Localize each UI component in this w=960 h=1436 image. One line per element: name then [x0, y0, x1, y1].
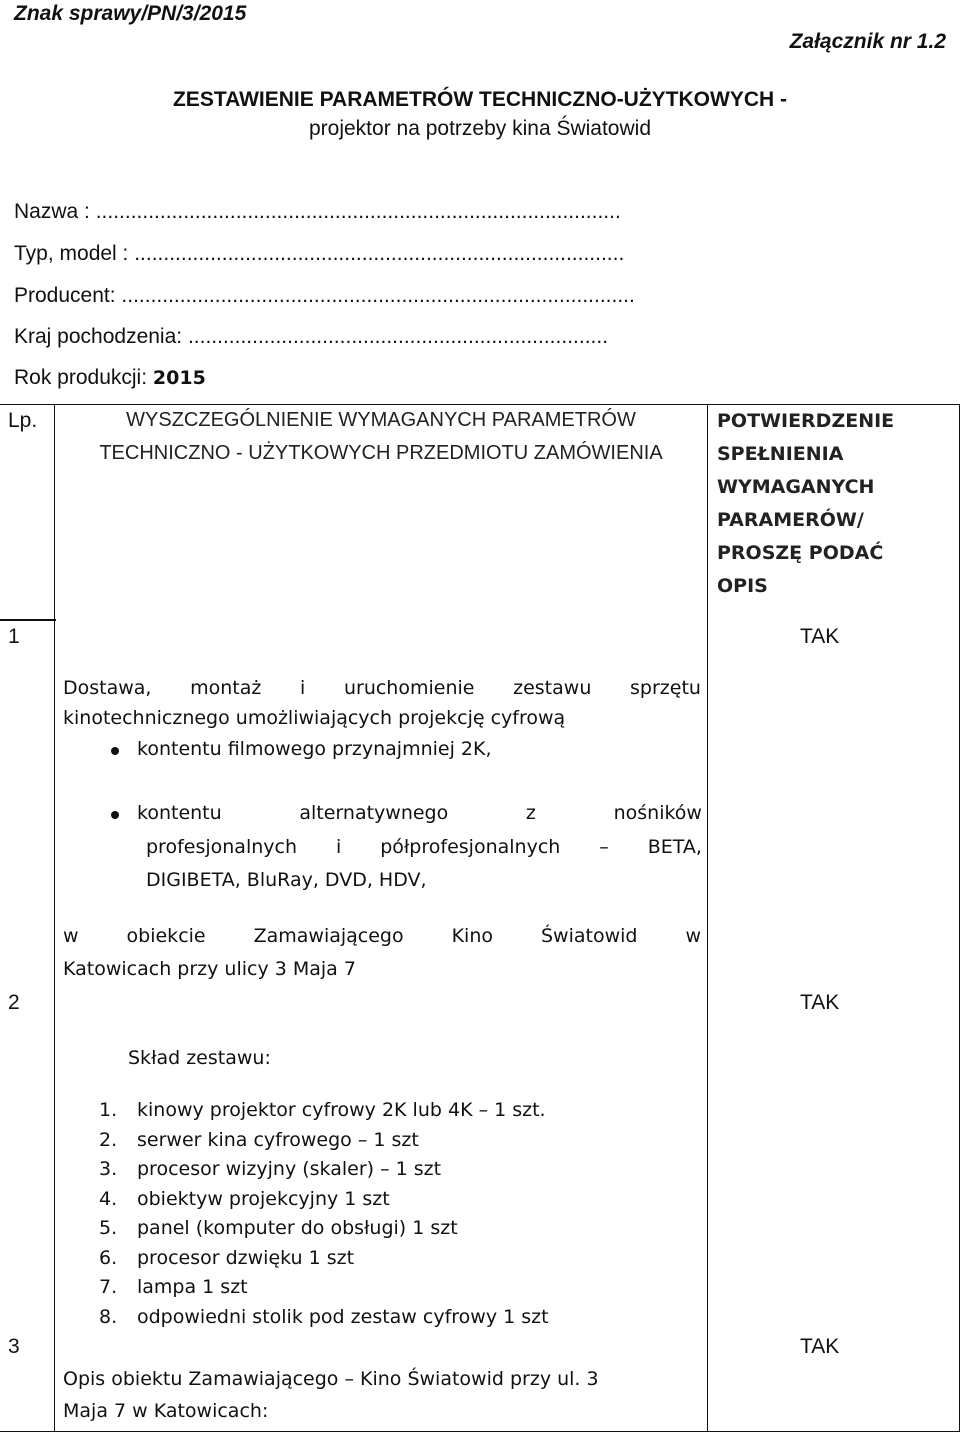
bullet-icon	[111, 811, 119, 819]
word: Dostawa,	[63, 677, 152, 699]
list-item	[99, 1185, 549, 1215]
word: Światowid	[540, 925, 638, 947]
row-3-confirmation: TAK	[800, 1335, 840, 1358]
word: zestawu	[513, 677, 592, 699]
origin-field: Kraj pochodzenia: ........................................................................	[14, 325, 609, 348]
column-divider-confirm	[707, 404, 708, 1432]
name-field: Nazwa : ..........................................................................................	[14, 200, 621, 223]
word: półprofesjonalnych	[380, 836, 561, 858]
row-3-lp: 3	[8, 1335, 20, 1358]
list-number: 2.	[99, 1128, 118, 1151]
row-1-lp: 1	[8, 625, 20, 648]
word: sprzętu	[630, 677, 701, 699]
list-item-text: obiektyw projekcyjny 1 szt	[137, 1187, 390, 1210]
list-item	[99, 1096, 549, 1126]
list-number: 1.	[99, 1099, 118, 1121]
word: uruchomienie	[343, 677, 475, 699]
header-lp: Lp.	[8, 409, 38, 432]
word: BETA,	[647, 836, 702, 858]
bullet-icon	[111, 747, 119, 755]
component-list	[99, 1096, 549, 1332]
row-1-location-line2: Katowicach przy ulicy 3 Maja 7	[63, 958, 356, 980]
word: nośników	[613, 802, 702, 824]
list-item	[99, 1244, 549, 1274]
list-number: 5.	[99, 1217, 118, 1239]
header-confirmation-line: PROSZĘ PODAĆ	[717, 542, 884, 564]
word: z	[525, 802, 536, 824]
header-confirmation-line: SPEŁNIENIA	[717, 443, 844, 465]
word: i	[335, 836, 342, 858]
word: alternatywnego	[299, 802, 449, 824]
production-year-label: Rok produkcji:	[14, 366, 148, 389]
list-item-text: procesor wizyjny (skaler) – 1 szt	[137, 1158, 442, 1180]
list-number: 3.	[99, 1158, 118, 1180]
row-1-intro-line1	[63, 674, 701, 704]
type-model-field: Typ, model : ....................................................................................	[14, 242, 625, 265]
header-confirmation-line: WYMAGANYCH	[717, 476, 875, 498]
row-1-bullet-2-line1	[137, 799, 702, 829]
row-1-intro-line2: kinotechnicznego umożliwiających projekcję cyfrową	[63, 707, 566, 729]
row-1-bullet-2-line2	[146, 833, 702, 863]
row-3-description-line2: Maja 7 w Katowicach:	[63, 1400, 269, 1422]
list-number: 8.	[99, 1305, 118, 1328]
word: –	[599, 836, 609, 858]
list-item	[99, 1155, 549, 1185]
list-item-text: procesor dzwięku 1 szt	[137, 1246, 355, 1269]
word: i	[300, 677, 306, 699]
case-reference: Znak sprawy/PN/3/2015	[14, 2, 247, 25]
word: w	[685, 925, 701, 947]
row-1-location-line1	[63, 922, 701, 952]
list-number: 7.	[99, 1276, 118, 1298]
production-year-field	[14, 366, 206, 390]
list-item-text: odpowiedni stolik pod zestaw cyfrowy 1 szt	[137, 1305, 549, 1328]
list-item	[99, 1214, 549, 1244]
list-item	[99, 1273, 549, 1303]
header-row-divider	[0, 619, 56, 621]
list-number: 6.	[99, 1246, 118, 1269]
producer-field: Producent: ........................................................................................	[14, 284, 635, 307]
word: Kino	[451, 925, 493, 947]
row-2-lp: 2	[8, 991, 20, 1014]
word: profesjonalnych	[146, 836, 297, 858]
document-title: ZESTAWIENIE PARAMETRÓW TECHNICZNO-UŻYTKOWYCH -	[172, 88, 787, 111]
list-item-text: panel (komputer do obsługi) 1 szt	[137, 1217, 458, 1239]
row-2-set-label: Skład zestawu:	[128, 1047, 271, 1069]
column-divider-lp	[54, 404, 55, 1432]
list-item	[99, 1303, 549, 1333]
header-confirmation-line: PARAMERÓW/	[717, 509, 864, 531]
header-specification	[56, 408, 706, 466]
production-year-value: 2015	[152, 367, 206, 389]
word: w	[63, 925, 79, 947]
word: kontentu	[137, 802, 222, 824]
row-1-bullet-1: kontentu filmowego przynajmniej 2K,	[137, 738, 492, 760]
header-confirmation	[717, 405, 894, 603]
header-specification-line1: WYSZCZEGÓLNIENIE WYMAGANYCH PARAMETRÓW	[126, 409, 636, 431]
header-confirmation-line: POTWIERDZENIE	[717, 410, 895, 432]
document-subtitle: projektor na potrzeby kina Światowid	[308, 117, 651, 140]
row-1-bullet-2-line3: DIGIBETA, BluRay, DVD, HDV,	[146, 869, 427, 891]
list-item-text: serwer kina cyfrowego – 1 szt	[137, 1128, 419, 1151]
row-1-confirmation: TAK	[800, 625, 840, 648]
word: Zamawiającego	[253, 925, 404, 947]
row-3-description-line1: Opis obiektu Zamawiającego – Kino Światowid przy ul. 3	[63, 1368, 599, 1390]
header-confirmation-line: OPIS	[717, 575, 768, 597]
list-item-text: kinowy projektor cyfrowy 2K lub 4K – 1 szt.	[137, 1099, 546, 1121]
list-item-text: lampa 1 szt	[137, 1276, 248, 1298]
attachment-number: Załącznik nr 1.2	[789, 30, 946, 53]
word: obiekcie	[126, 925, 206, 947]
table-bottom-border	[0, 1431, 960, 1432]
word: montaż	[190, 677, 262, 699]
row-2-confirmation: TAK	[800, 991, 840, 1014]
header-specification-line2: TECHNICZNO - UŻYTKOWYCH PRZEDMIOTU ZAMÓWIENIA	[99, 442, 663, 464]
list-number: 4.	[99, 1187, 118, 1210]
list-item	[99, 1126, 549, 1156]
